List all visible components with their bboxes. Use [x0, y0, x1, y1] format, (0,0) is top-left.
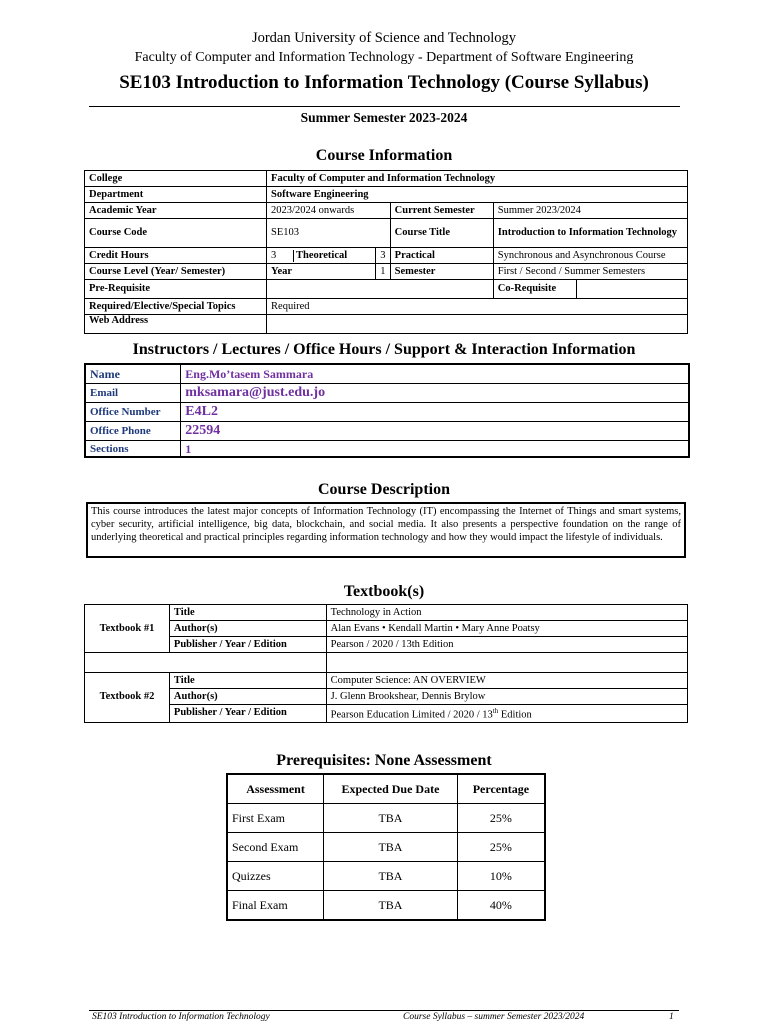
semester-label: Semester: [390, 264, 493, 280]
prerequisite-value: [267, 280, 494, 299]
table-row: [227, 891, 545, 921]
current-semester-label: Current Semester: [390, 203, 493, 219]
practical-label: Practical: [390, 248, 493, 264]
office-number-value: E4L2: [181, 403, 689, 422]
row-academic-year: [85, 203, 688, 219]
sections-value: 1: [181, 441, 689, 458]
textbook1-authors: Alan Evans • Kendall Martin • Mary Anne Poatsy: [326, 621, 687, 637]
instructor-name-value: Eng.Mo’tasem Sammara: [181, 364, 689, 384]
prerequisite-label: Pre-Requisite: [85, 280, 267, 299]
required-label: Required/Elective/Special Topics: [85, 299, 267, 315]
assessment-heading: Prerequisites: None Assessment: [276, 752, 492, 769]
current-semester-value: Summer 2023/2024: [493, 203, 687, 219]
year-label: Year: [267, 264, 376, 280]
textbook1-row-authors: [85, 621, 688, 637]
course-level-label: Course Level (Year/ Semester): [85, 264, 267, 280]
department-value: Software Engineering: [267, 187, 688, 203]
college-value: Faculty of Computer and Information Technology: [267, 171, 688, 187]
assessment-name: Final Exam: [227, 891, 324, 921]
spacer-cell-left: [85, 653, 327, 673]
footer-course: SE103 Introduction to Information Technology: [92, 1012, 270, 1022]
course-code-value: SE103: [267, 219, 391, 248]
assessment-header-row: [227, 774, 545, 804]
textbook2-row-authors: [85, 689, 688, 705]
textbook2-row-title: [85, 673, 688, 689]
textbook2-publisher-edition: Edition: [498, 709, 532, 721]
web-address-label: Web Address: [85, 315, 267, 334]
instructor-row-name: [85, 364, 689, 384]
instructor-row-office-phone: [85, 422, 689, 441]
corequisite-value: [576, 280, 687, 299]
college-label: College: [85, 171, 267, 187]
academic-year-label: Academic Year: [85, 203, 267, 219]
textbook2-publisher-main: Pearson Education Limited / 2020 / 13: [330, 709, 493, 721]
due-date-col-header: Expected Due Date: [324, 774, 458, 804]
textbook2-authors-label: Author(s): [169, 689, 326, 705]
spacer-cell-right: [326, 653, 687, 673]
percentage-col-header: Percentage: [457, 774, 545, 804]
row-web-address: [85, 315, 688, 334]
assessment-percentage: 40%: [457, 891, 545, 921]
sections-label: Sections: [85, 441, 181, 458]
assessment-col-header: Assessment: [227, 774, 324, 804]
textbooks-table: [84, 604, 688, 723]
textbook1-title-label: Title: [169, 605, 326, 621]
textbook2-title: Computer Science: AN OVERVIEW: [326, 673, 687, 689]
footer-divider: [89, 1010, 679, 1011]
web-address-value: [267, 315, 688, 334]
textbook1-title: Technology in Action: [326, 605, 687, 621]
university-name: Jordan University of Science and Technology: [251, 30, 517, 46]
row-course-level: [85, 264, 688, 280]
row-prerequisite: [85, 280, 688, 299]
academic-year-value: 2023/2024 onwards: [267, 203, 391, 219]
row-college: [85, 171, 688, 187]
year-value: 1: [376, 264, 390, 280]
course-title-label: Course Title: [390, 219, 493, 248]
textbook-spacer-row: [85, 653, 688, 673]
textbook2-publisher-label: Publisher / Year / Edition: [169, 705, 326, 723]
textbook2-title-label: Title: [169, 673, 326, 689]
course-description-text: This course introduces the latest major concepts of Information Technology (IT) encompassing the Internet of Things and smart systems, cyber security, artificial intelligence, big data, blockchain, and social media. It also presents a perspective foundation on the range of underlying theoretical and practical principles regarding information technology and how they would impact the lifestyle of individuals.: [86, 502, 686, 558]
course-info-table: [84, 170, 688, 334]
assessment-due: TBA: [324, 862, 458, 891]
assessment-name: Second Exam: [227, 833, 324, 862]
table-row: [227, 804, 545, 833]
office-number-label: Office Number: [85, 403, 181, 422]
title-divider: [89, 106, 680, 107]
textbook1-publisher-label: Publisher / Year / Edition: [169, 637, 326, 653]
assessment-percentage: 25%: [457, 833, 545, 862]
assessment-due: TBA: [324, 804, 458, 833]
assessment-name: Quizzes: [227, 862, 324, 891]
footer-page-number: 1: [669, 1012, 674, 1022]
course-code-label: Course Code: [85, 219, 267, 248]
department-label: Department: [85, 187, 267, 203]
page-title: SE103 Introduction to Information Technology (Course Syllabus): [119, 72, 649, 93]
office-phone-value: 22594: [181, 422, 689, 441]
textbook1-authors-label: Author(s): [169, 621, 326, 637]
assessment-percentage: 10%: [457, 862, 545, 891]
instructor-heading: Instructors / Lectures / Office Hours / Support & Interaction Information: [132, 341, 636, 358]
credit-theoretical-cell: [267, 248, 376, 264]
required-value: Required: [267, 299, 688, 315]
row-required: [85, 299, 688, 315]
theoretical-label: Theoretical: [296, 249, 348, 261]
instructor-row-email: [85, 384, 689, 403]
assessment-percentage: 25%: [457, 804, 545, 833]
textbook2-row-publisher: [85, 705, 688, 723]
textbook2-authors: J. Glenn Brookshear, Dennis Brylow: [326, 689, 687, 705]
row-department: [85, 187, 688, 203]
instructor-email-value[interactable]: mksamara@just.edu.jo: [181, 384, 689, 403]
theoretical-value: 3: [376, 248, 390, 264]
instructor-row-sections: [85, 441, 689, 458]
faculty-name: Faculty of Computer and Information Technology - Department of Software Engineering: [134, 50, 634, 65]
instructor-name-label: Name: [85, 364, 181, 384]
textbooks-heading: Textbook(s): [343, 583, 425, 600]
assessment-table: [226, 773, 546, 921]
row-course-code: [85, 219, 688, 248]
textbook2-publisher: [326, 705, 687, 723]
assessment-due: TBA: [324, 833, 458, 862]
assessment-name: First Exam: [227, 804, 324, 833]
course-info-heading: Course Information: [315, 147, 453, 164]
textbook1-publisher: Pearson / 2020 / 13th Edition: [326, 637, 687, 653]
credit-hours-label: Credit Hours: [85, 248, 267, 264]
instructor-email-label: Email: [85, 384, 181, 403]
corequisite-label: Co-Requisite: [493, 280, 576, 299]
textbook2-label: Textbook #2: [85, 673, 170, 723]
office-phone-label: Office Phone: [85, 422, 181, 441]
textbook1-label: Textbook #1: [85, 605, 170, 653]
footer-syllabus: Course Syllabus – summer Semester 2023/2024: [403, 1012, 585, 1022]
textbook2-publisher-sup: th: [492, 707, 499, 715]
description-heading: Course Description: [318, 481, 450, 498]
instructor-row-office-number: [85, 403, 689, 422]
course-title-value: Introduction to Information Technology: [493, 219, 687, 248]
textbook1-row-publisher: [85, 637, 688, 653]
table-row: [227, 833, 545, 862]
instructor-table: [84, 363, 690, 458]
semester-title: Summer Semester 2023-2024: [300, 110, 468, 125]
credit-hours-value: 3: [267, 250, 294, 262]
row-credit-hours: [85, 248, 688, 264]
assessment-due: TBA: [324, 891, 458, 921]
practical-value: Synchronous and Asynchronous Course: [493, 248, 687, 264]
table-row: [227, 862, 545, 891]
semester-value: First / Second / Summer Semesters: [493, 264, 687, 280]
textbook1-row-title: [85, 605, 688, 621]
